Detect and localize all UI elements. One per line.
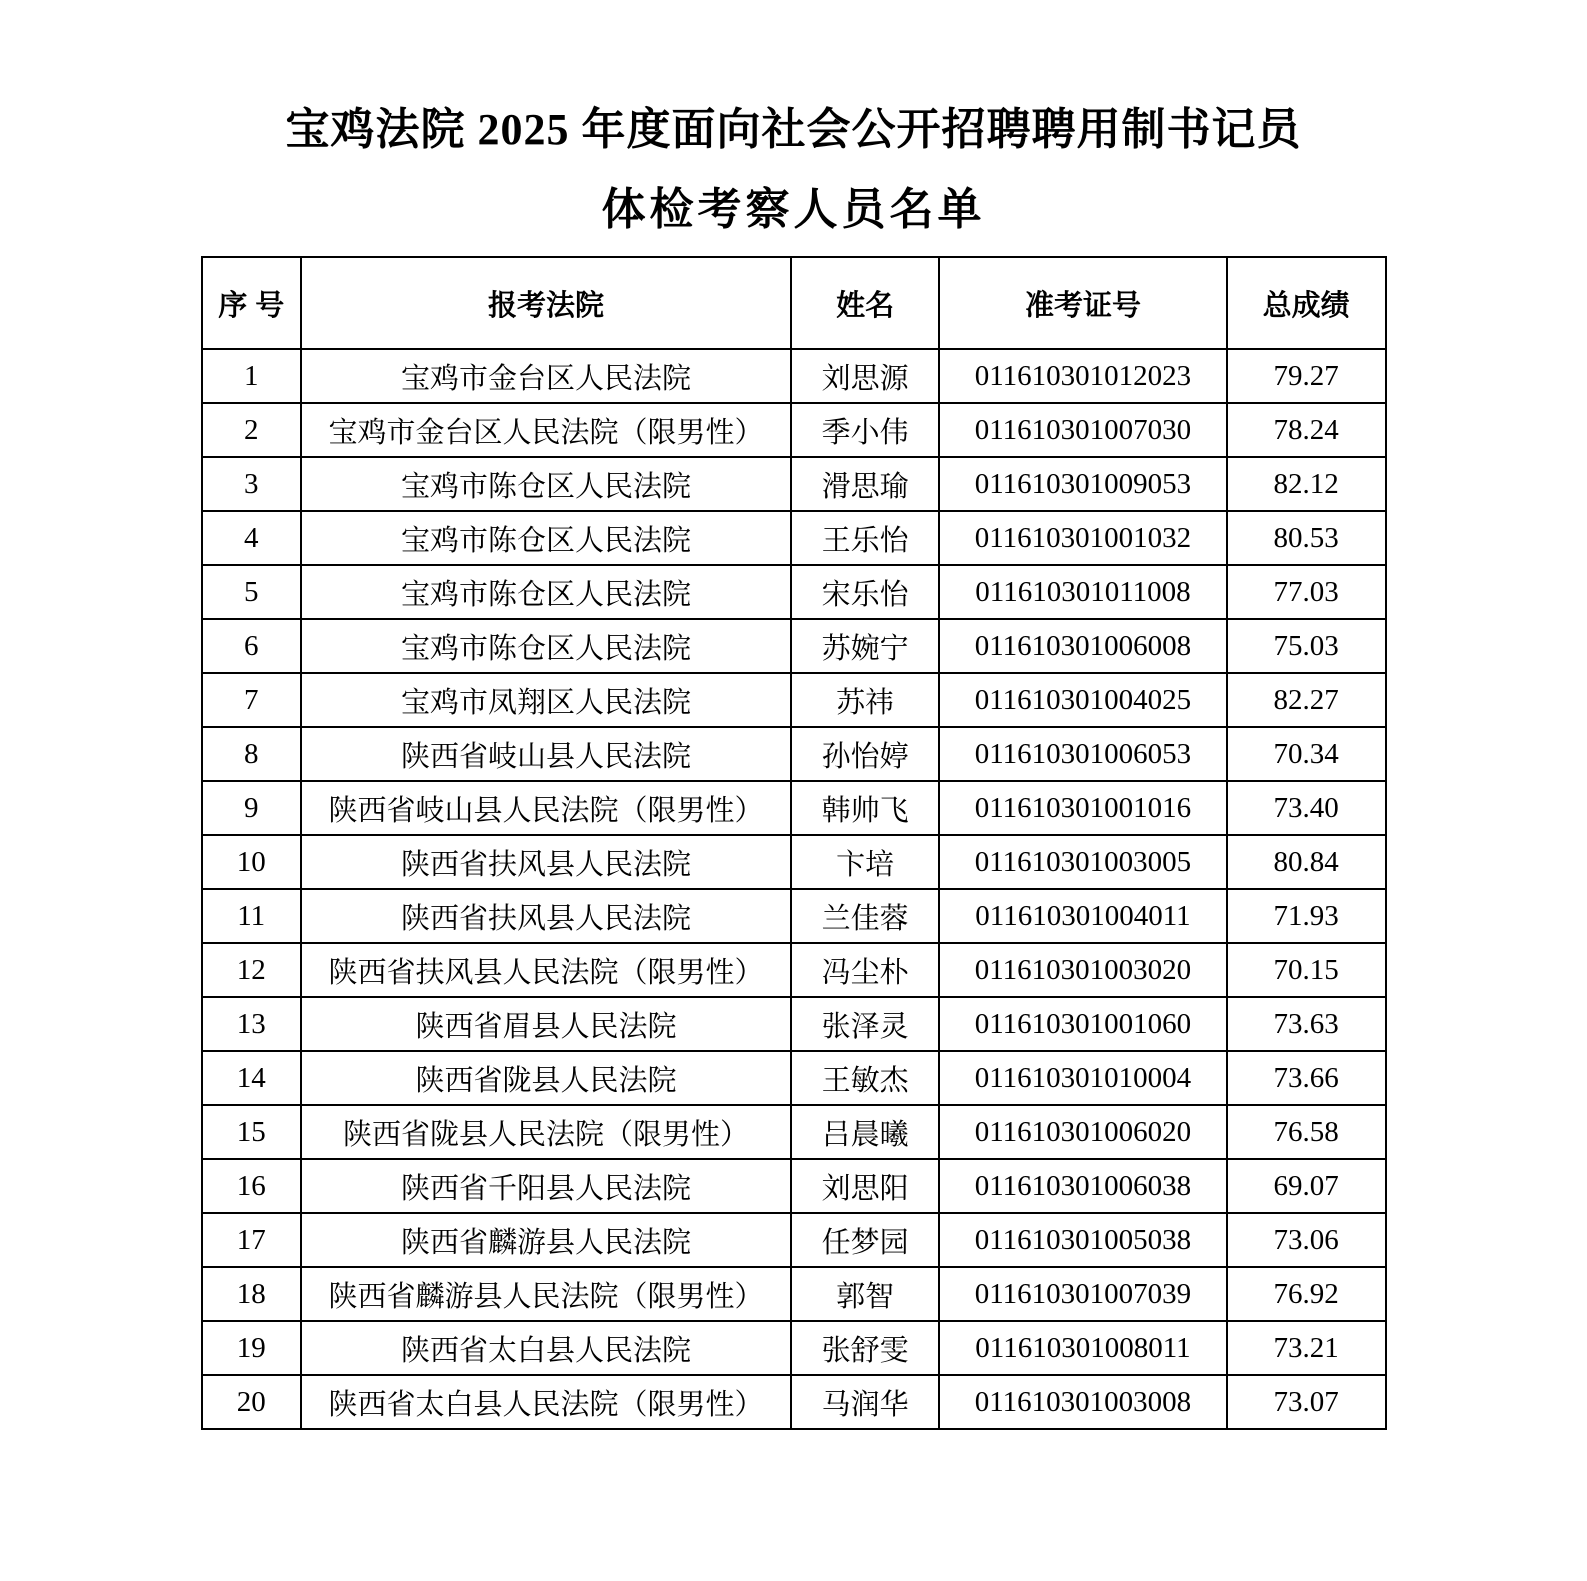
cell-name: 张泽灵 bbox=[791, 997, 939, 1051]
cell-exam-no: 011610301001060 bbox=[939, 997, 1227, 1051]
cell-exam-no: 011610301009053 bbox=[939, 457, 1227, 511]
cell-exam-no: 011610301001016 bbox=[939, 781, 1227, 835]
cell-exam-no: 011610301012023 bbox=[939, 349, 1227, 403]
cell-exam-no: 011610301001032 bbox=[939, 511, 1227, 565]
table-row bbox=[202, 619, 1386, 673]
cell-name: 孙怡婷 bbox=[791, 727, 939, 781]
cell-name: 苏婉宁 bbox=[791, 619, 939, 673]
cell-court: 宝鸡市陈仓区人民法院 bbox=[301, 511, 791, 565]
cell-name: 张舒雯 bbox=[791, 1321, 939, 1375]
cell-index: 12 bbox=[202, 943, 301, 997]
cell-index: 17 bbox=[202, 1213, 301, 1267]
cell-index: 14 bbox=[202, 1051, 301, 1105]
column-header-court: 报考法院 bbox=[301, 257, 791, 349]
cell-score: 70.34 bbox=[1227, 727, 1386, 781]
cell-score: 76.92 bbox=[1227, 1267, 1386, 1321]
table-row bbox=[202, 1267, 1386, 1321]
table-row bbox=[202, 1105, 1386, 1159]
table-row bbox=[202, 1159, 1386, 1213]
cell-name: 韩帅飞 bbox=[791, 781, 939, 835]
cell-name: 刘思阳 bbox=[791, 1159, 939, 1213]
cell-score: 69.07 bbox=[1227, 1159, 1386, 1213]
cell-score: 77.03 bbox=[1227, 565, 1386, 619]
cell-exam-no: 011610301010004 bbox=[939, 1051, 1227, 1105]
cell-court: 陕西省岐山县人民法院 bbox=[301, 727, 791, 781]
cell-index: 4 bbox=[202, 511, 301, 565]
page-subtitle: 体检考察人员名单 bbox=[601, 185, 986, 234]
table-row bbox=[202, 511, 1386, 565]
cell-court: 陕西省眉县人民法院 bbox=[301, 997, 791, 1051]
column-header-name: 姓名 bbox=[791, 257, 939, 349]
cell-index: 2 bbox=[202, 403, 301, 457]
cell-score: 73.63 bbox=[1227, 997, 1386, 1051]
cell-court: 宝鸡市陈仓区人民法院 bbox=[301, 619, 791, 673]
cell-score: 80.53 bbox=[1227, 511, 1386, 565]
table-row bbox=[202, 565, 1386, 619]
cell-exam-no: 011610301005038 bbox=[939, 1213, 1227, 1267]
cell-index: 10 bbox=[202, 835, 301, 889]
cell-court: 陕西省岐山县人民法院（限男性） bbox=[301, 781, 791, 835]
cell-index: 15 bbox=[202, 1105, 301, 1159]
cell-score: 75.03 bbox=[1227, 619, 1386, 673]
cell-name: 刘思源 bbox=[791, 349, 939, 403]
cell-exam-no: 011610301006008 bbox=[939, 619, 1227, 673]
cell-court: 陕西省扶风县人民法院（限男性） bbox=[301, 943, 791, 997]
column-header-index: 序号 bbox=[202, 257, 301, 349]
cell-exam-no: 011610301003008 bbox=[939, 1375, 1227, 1429]
cell-score: 78.24 bbox=[1227, 403, 1386, 457]
cell-exam-no: 011610301004011 bbox=[939, 889, 1227, 943]
cell-score: 73.40 bbox=[1227, 781, 1386, 835]
cell-index: 19 bbox=[202, 1321, 301, 1375]
page-title: 宝鸡法院 2025 年度面向社会公开招聘聘用制书记员 bbox=[285, 105, 1302, 154]
cell-exam-no: 011610301007039 bbox=[939, 1267, 1227, 1321]
candidate-table bbox=[201, 256, 1387, 1430]
cell-name: 兰佳蓉 bbox=[791, 889, 939, 943]
table-row bbox=[202, 1213, 1386, 1267]
cell-name: 宋乐怡 bbox=[791, 565, 939, 619]
cell-index: 16 bbox=[202, 1159, 301, 1213]
cell-score: 73.07 bbox=[1227, 1375, 1386, 1429]
column-header-exam-no: 准考证号 bbox=[939, 257, 1227, 349]
cell-index: 3 bbox=[202, 457, 301, 511]
cell-index: 8 bbox=[202, 727, 301, 781]
table-row bbox=[202, 1375, 1386, 1429]
cell-score: 70.15 bbox=[1227, 943, 1386, 997]
cell-name: 任梦园 bbox=[791, 1213, 939, 1267]
cell-court: 陕西省麟游县人民法院（限男性） bbox=[301, 1267, 791, 1321]
cell-score: 73.66 bbox=[1227, 1051, 1386, 1105]
cell-exam-no: 011610301006053 bbox=[939, 727, 1227, 781]
cell-court: 陕西省扶风县人民法院 bbox=[301, 889, 791, 943]
cell-score: 82.12 bbox=[1227, 457, 1386, 511]
cell-exam-no: 011610301006038 bbox=[939, 1159, 1227, 1213]
cell-index: 13 bbox=[202, 997, 301, 1051]
document-body bbox=[201, 0, 1387, 1430]
cell-index: 5 bbox=[202, 565, 301, 619]
cell-score: 82.27 bbox=[1227, 673, 1386, 727]
column-header-score: 总成绩 bbox=[1227, 257, 1386, 349]
cell-index: 18 bbox=[202, 1267, 301, 1321]
cell-name: 卞培 bbox=[791, 835, 939, 889]
cell-exam-no: 011610301008011 bbox=[939, 1321, 1227, 1375]
cell-court: 陕西省陇县人民法院 bbox=[301, 1051, 791, 1105]
table-row bbox=[202, 1321, 1386, 1375]
cell-name: 郭智 bbox=[791, 1267, 939, 1321]
cell-exam-no: 011610301006020 bbox=[939, 1105, 1227, 1159]
table-row bbox=[202, 403, 1386, 457]
cell-index: 7 bbox=[202, 673, 301, 727]
cell-score: 76.58 bbox=[1227, 1105, 1386, 1159]
cell-name: 季小伟 bbox=[791, 403, 939, 457]
cell-score: 73.06 bbox=[1227, 1213, 1386, 1267]
table-body bbox=[202, 349, 1386, 1429]
cell-court: 宝鸡市陈仓区人民法院 bbox=[301, 565, 791, 619]
cell-score: 80.84 bbox=[1227, 835, 1386, 889]
cell-name: 吕晨曦 bbox=[791, 1105, 939, 1159]
cell-court: 陕西省陇县人民法院（限男性） bbox=[301, 1105, 791, 1159]
cell-exam-no: 011610301003005 bbox=[939, 835, 1227, 889]
table-row bbox=[202, 727, 1386, 781]
cell-court: 陕西省太白县人民法院（限男性） bbox=[301, 1375, 791, 1429]
cell-score: 73.21 bbox=[1227, 1321, 1386, 1375]
cell-index: 11 bbox=[202, 889, 301, 943]
table-row bbox=[202, 889, 1386, 943]
cell-court: 陕西省千阳县人民法院 bbox=[301, 1159, 791, 1213]
cell-court: 陕西省麟游县人民法院 bbox=[301, 1213, 791, 1267]
cell-name: 冯尘朴 bbox=[791, 943, 939, 997]
cell-court: 陕西省太白县人民法院 bbox=[301, 1321, 791, 1375]
cell-score: 71.93 bbox=[1227, 889, 1386, 943]
cell-index: 9 bbox=[202, 781, 301, 835]
cell-name: 王敏杰 bbox=[791, 1051, 939, 1105]
table-row bbox=[202, 943, 1386, 997]
cell-index: 1 bbox=[202, 349, 301, 403]
cell-exam-no: 011610301003020 bbox=[939, 943, 1227, 997]
cell-index: 6 bbox=[202, 619, 301, 673]
table-row bbox=[202, 457, 1386, 511]
cell-exam-no: 011610301004025 bbox=[939, 673, 1227, 727]
cell-court: 陕西省扶风县人民法院 bbox=[301, 835, 791, 889]
table-row bbox=[202, 781, 1386, 835]
cell-court: 宝鸡市陈仓区人民法院 bbox=[301, 457, 791, 511]
table-row bbox=[202, 997, 1386, 1051]
table-row bbox=[202, 673, 1386, 727]
table-row bbox=[202, 835, 1386, 889]
cell-court: 宝鸡市凤翔区人民法院 bbox=[301, 673, 791, 727]
cell-court: 宝鸡市金台区人民法院 bbox=[301, 349, 791, 403]
cell-name: 王乐怡 bbox=[791, 511, 939, 565]
cell-name: 马润华 bbox=[791, 1375, 939, 1429]
cell-exam-no: 011610301011008 bbox=[939, 565, 1227, 619]
table-row bbox=[202, 1051, 1386, 1105]
table-row bbox=[202, 349, 1386, 403]
cell-name: 滑思瑜 bbox=[791, 457, 939, 511]
table-header-row bbox=[202, 257, 1386, 349]
cell-exam-no: 011610301007030 bbox=[939, 403, 1227, 457]
cell-name: 苏祎 bbox=[791, 673, 939, 727]
cell-score: 79.27 bbox=[1227, 349, 1386, 403]
cell-court: 宝鸡市金台区人民法院（限男性） bbox=[301, 403, 791, 457]
cell-index: 20 bbox=[202, 1375, 301, 1429]
